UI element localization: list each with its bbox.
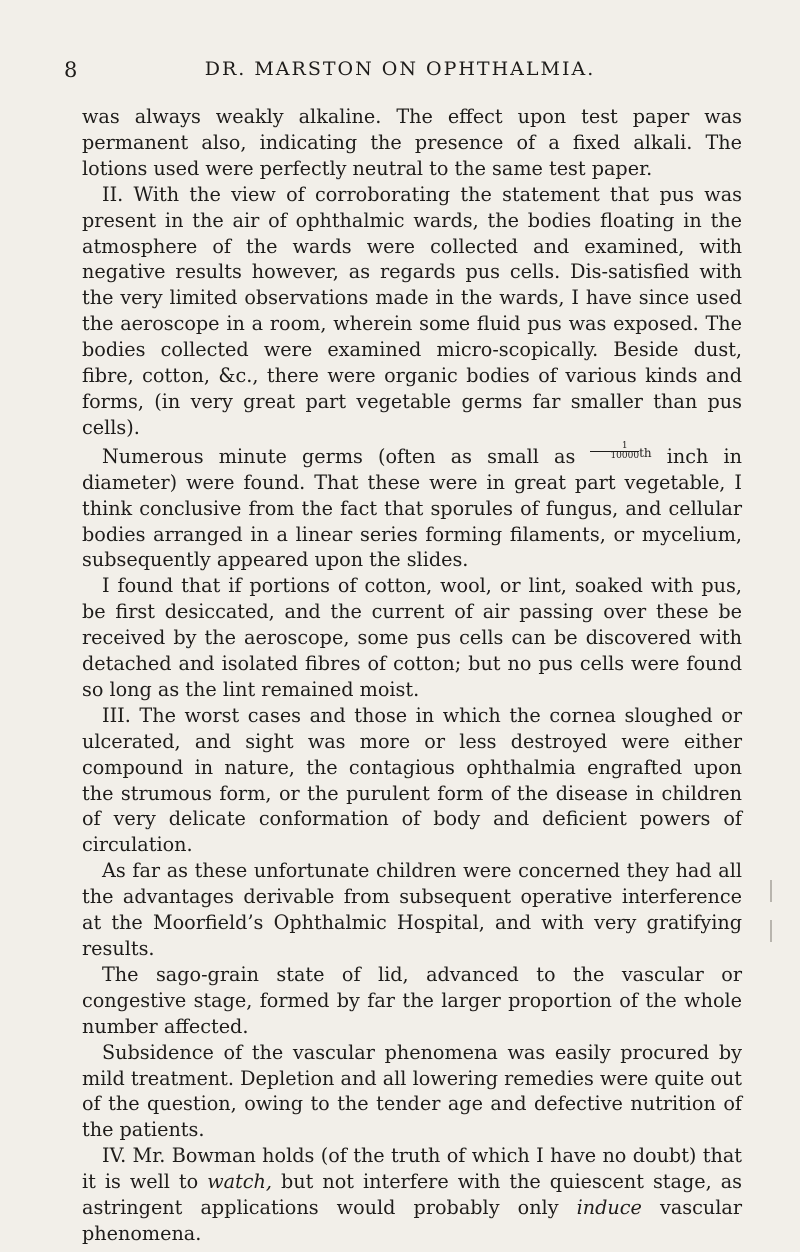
page-number: 8 [64, 58, 78, 82]
paragraph-5: III. The worst cases and those in which the cornea sloughed or ulcerated, and sight was more or less destroyed were either compound in nature, the contagious ophthalmia engrafted upon the strumous form, or the purulent form of the disease in children of very delicate conformation of body and deficient powers of circulation. [82, 703, 742, 857]
ordinal-suffix: th [639, 445, 652, 460]
paragraph-3-text-b: inch in diameter) were found. That these were in great part vegetable, I think conclusive from the fact that sporules of fungus, and cellular bodies arranged in a linear series forming filaments, or mycelium, subsequently appeared upon the slides. [82, 444, 743, 572]
page-edge-mark [770, 920, 772, 942]
fraction [590, 442, 639, 461]
running-title: DR. MARSTON ON OPHTHALMIA. [204, 58, 596, 80]
page-header [0, 50, 800, 90]
paragraph-8: Subsidence of the vascular phenomena was easily procured by mild treatment. Depletion and all lowering remedies were quite out of the question, owing to the tender age and defective nutrition of the patients. [82, 1040, 742, 1142]
paragraph-6: As far as these unfortunate children were concerned they had all the advantages derivable from subsequent operative interference at the Moorfield’s Ophthalmic Hospital, and with very gratifying results. [82, 859, 742, 960]
paragraph-1: was always weakly alkaline. The effect upon test paper was permanent also, indicating the presence of a fixed alkali. The lotions used were perfectly neutral to the same test paper. [82, 105, 742, 180]
emphasis-induce: induce [576, 1196, 642, 1220]
paragraph-2: II. With the view of corroborating the statement that pus was present in the air of ophthalmic wards, the bodies floating in the atmosphere of the wards were collected and examined, with negative results however, as regards pus cells. Dis-satisfied with the very limited observations made in the wards, I have since used the aeroscope in a room, wherein some fluid pus was exposed. The bodies collected were examined micro-scopically. Beside dust, fibre, cotton, &c., there were organic bodies of various kinds and forms, (in very great part vegetable germs far smaller than pus cells). [82, 182, 742, 439]
body-text [82, 104, 742, 1247]
fraction-numerator: 1 [590, 442, 639, 452]
paragraph-9-text-a: IV. Mr. Bowman holds (of the truth of which I have no doubt) that it is well to [82, 1144, 742, 1194]
paragraph-3-text-a: Numerous minute germs (often as small as [102, 444, 591, 468]
emphasis-watch: watch, [207, 1170, 272, 1194]
paragraph-3 [82, 441, 742, 574]
paragraph-9 [82, 1143, 742, 1247]
paragraph-9-text-b: but not interfere with the quiescent stage, as astringent applications would probably only [82, 1170, 742, 1220]
paragraph-4: I found that if portions of cotton, wool, or lint, soaked with pus, be first desiccated, and the current of air passing over these be received by the aeroscope, some pus cells can be discovered with detached and isolated fibres of cotton; but no pus cells were found so long as the lint remained moist. [82, 574, 742, 701]
fraction-denominator: 10000 [610, 450, 640, 461]
paragraph-7: The sago-grain state of lid, advanced to the vascular or congestive stage, formed by far the larger proportion of the whole number affected. [82, 962, 742, 1038]
page-edge-mark [770, 880, 772, 902]
paragraph-9-text-c: vascular phenomena. [82, 1196, 743, 1245]
